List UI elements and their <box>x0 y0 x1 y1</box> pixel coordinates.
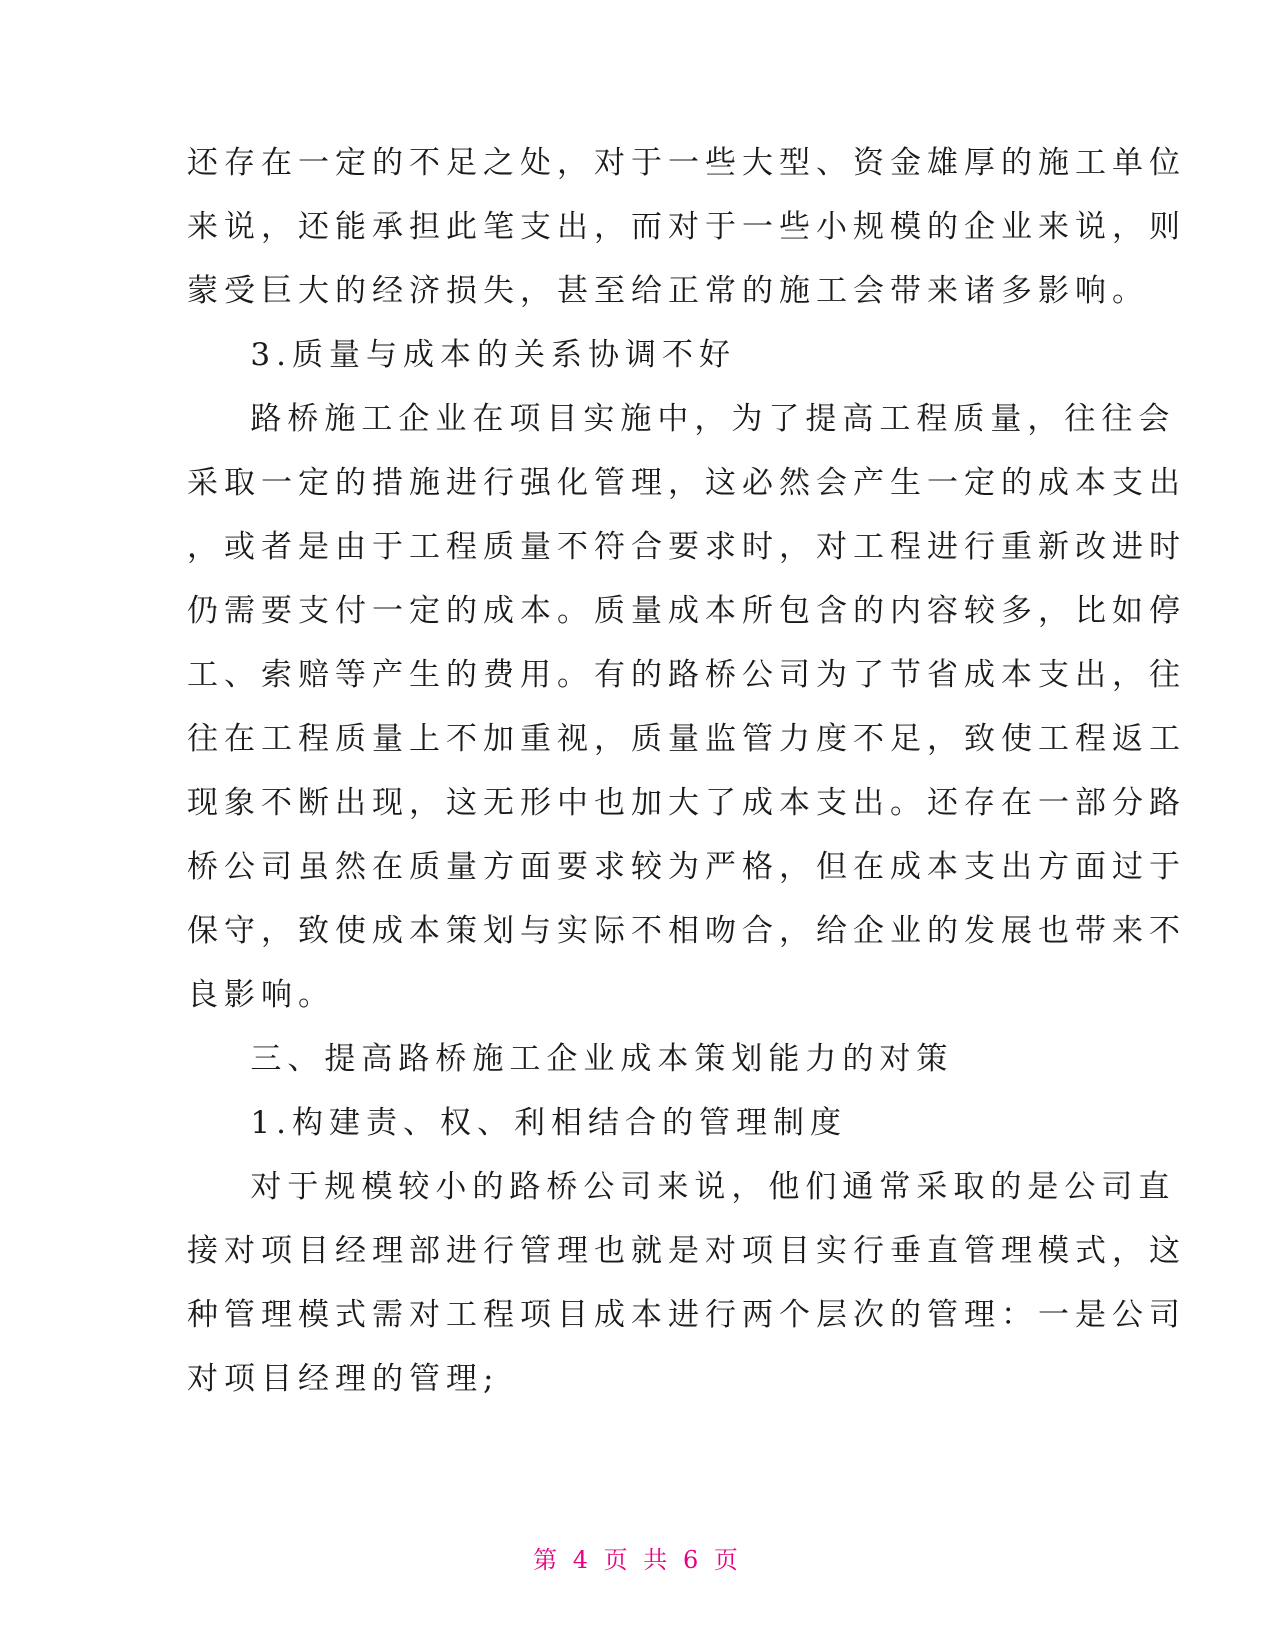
section-heading-3: 3.质量与成本的关系协调不好 <box>187 337 736 373</box>
body-text <box>187 131 1186 1411</box>
page-number: 第 4 页 共 6 页 <box>533 1546 742 1574</box>
text-line: 往在工程质量上不加重视，质量监管力度不足，致使工程返工 <box>187 721 1186 757</box>
section-heading-main: 三、提高路桥施工企业成本策划能力的对策 <box>187 1041 954 1077</box>
text-line: 还存在一定的不足之处，对于一些大型、资金雄厚的施工单位 <box>187 145 1186 181</box>
text-line: 保守，致使成本策划与实际不相吻合，给企业的发展也带来不 <box>187 913 1186 949</box>
page-footer <box>0 1540 1275 1575</box>
text-line: 工、索赔等产生的费用。有的路桥公司为了节省成本支出，往 <box>187 657 1186 693</box>
text-line: 对于规模较小的路桥公司来说，他们通常采取的是公司直 <box>187 1169 1176 1205</box>
text-line: 来说，还能承担此笔支出，而对于一些小规模的企业来说，则 <box>187 209 1186 245</box>
text-line: 种管理模式需对工程项目成本进行两个层次的管理：一是公司 <box>187 1297 1186 1333</box>
text-line: 接对项目经理部进行管理也就是对项目实行垂直管理模式，这 <box>187 1233 1186 1269</box>
section-heading-1: 1.构建责、权、利相结合的管理制度 <box>187 1105 847 1141</box>
text-line: 采取一定的措施进行强化管理，这必然会产生一定的成本支出 <box>187 465 1186 501</box>
text-line: 蒙受巨大的经济损失，甚至给正常的施工会带来诸多影响。 <box>187 273 1149 309</box>
text-line: 路桥施工企业在项目实施中，为了提高工程质量，往往会 <box>187 401 1176 437</box>
text-line: 现象不断出现，这无形中也加大了成本支出。还存在一部分路 <box>187 785 1186 821</box>
text-line: 良影响。 <box>187 977 335 1013</box>
text-line: 仍需要支付一定的成本。质量成本所包含的内容较多，比如停 <box>187 593 1186 629</box>
text-line: 对项目经理的管理; <box>187 1361 500 1397</box>
text-line: 桥公司虽然在质量方面要求较为严格，但在成本支出方面过于 <box>187 849 1186 885</box>
text-line: ，或者是由于工程质量不符合要求时，对工程进行重新改进时 <box>187 529 1186 565</box>
